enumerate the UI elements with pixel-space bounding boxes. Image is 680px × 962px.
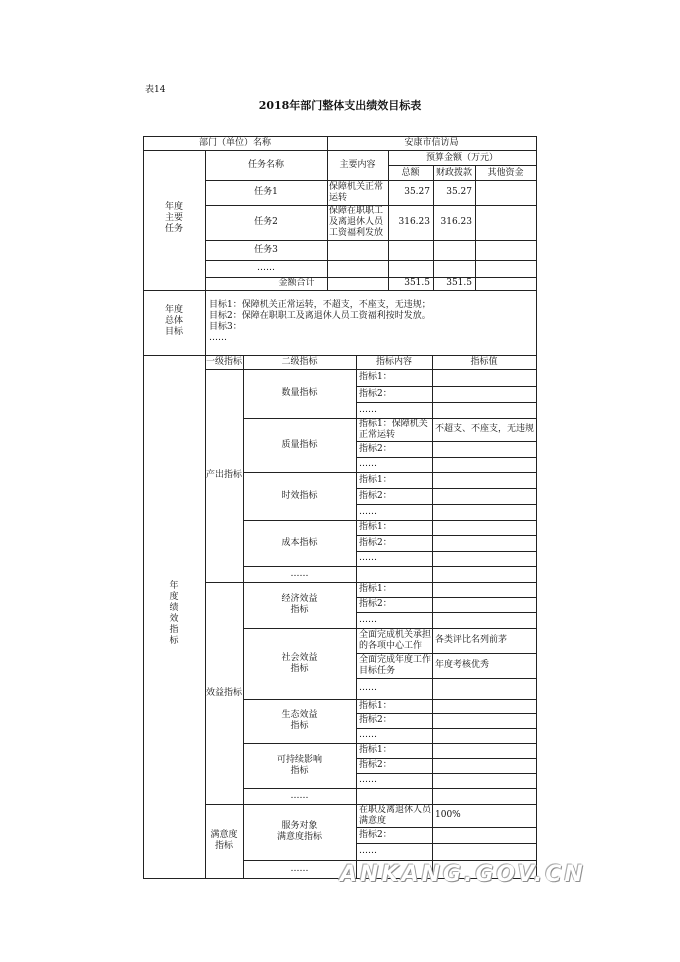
indicator-content: …… [359, 846, 377, 856]
indicator-content: 指标1： [359, 522, 392, 532]
task-fiscal: 35.27 [446, 187, 472, 197]
level2-header: 二级指标 [281, 357, 318, 367]
indicator-content: 指标1： [359, 700, 392, 711]
grid-line [205, 804, 537, 805]
task-name: …… [257, 263, 275, 273]
indicator-value: 100% [435, 810, 461, 820]
goal-line: 目标2：保障在职职工及离退休人员工资福利按时发放。 [209, 311, 431, 321]
level2-label: …… [290, 863, 309, 874]
grid-line [143, 355, 537, 356]
task-total: 316.23 [398, 217, 430, 227]
goal-line: 目标3： [209, 322, 242, 332]
grid-line [243, 743, 537, 744]
grid-line [243, 472, 537, 473]
indicator-content: 全面完成年度工作目标任务 [359, 654, 432, 676]
task-content: 保障机关正常运转 [329, 181, 384, 203]
grid-line [388, 180, 537, 181]
content-header: 指标内容 [375, 357, 412, 367]
indicator-content: 指标1： [359, 584, 392, 594]
task-content-header: 主要内容 [339, 160, 376, 170]
indicator-content: …… [359, 506, 377, 517]
grid-line [356, 402, 537, 403]
task-name-header: 任务名称 [247, 160, 284, 170]
indicator-content: 指标1： [359, 474, 392, 485]
grid-line [356, 386, 537, 387]
value-header: 指标值 [470, 357, 498, 367]
task-name: 任务3 [254, 244, 278, 255]
grid-line [243, 788, 537, 789]
grid-line [356, 827, 537, 828]
indicator-content: …… [359, 730, 377, 740]
indicator-content: 指标2： [359, 829, 392, 840]
level2-label: 经济效益 指标 [281, 594, 318, 615]
sum-label: 金额合计 [278, 278, 315, 288]
indicator-content: …… [359, 553, 377, 563]
level1-label: 满意度 指标 [210, 830, 238, 851]
fiscal-header: 财政拨款 [435, 167, 472, 178]
level1-label: 效益指标 [205, 687, 242, 698]
grid-line [205, 260, 537, 261]
indicator-content: …… [359, 459, 377, 469]
grid-line [475, 165, 476, 291]
level2-label: …… [290, 568, 309, 579]
level2-label: 生态效益 指标 [281, 710, 318, 731]
grid-line [205, 290, 206, 356]
other-header: 其他资金 [487, 167, 524, 178]
indicator-content: 全面完成机关承担的各项中心工作 [359, 629, 432, 651]
table-right-border [536, 136, 537, 879]
task-content: 保障在职职工及离退休人员工资福利发放 [329, 206, 384, 238]
indicator-content: 指标2： [359, 537, 392, 548]
grid-line [356, 535, 537, 536]
grid-line [327, 150, 328, 291]
grid-line [205, 240, 537, 241]
level2-label: 服务对象 满意度指标 [276, 821, 322, 842]
grid-line [432, 355, 433, 879]
grid-line [205, 582, 537, 583]
indicator-content: 指标1： [359, 745, 392, 755]
indicator-content: …… [359, 775, 377, 785]
grid-line [388, 165, 537, 166]
indicator-content: 指标2： [359, 443, 392, 454]
grid-line [143, 150, 537, 151]
grid-line [205, 355, 206, 879]
sum-total: 351.5 [404, 278, 430, 288]
indicator-content: 指标2： [359, 760, 392, 770]
grid-line [356, 758, 537, 759]
grid-line [205, 369, 537, 370]
page-title: 2018年部门整体支出绩效目标表 [258, 99, 422, 112]
grid-line [243, 860, 537, 861]
indicator-content: 指标2： [359, 715, 392, 725]
grid-line [243, 520, 537, 521]
dept-value: 安康市信访局 [404, 138, 459, 148]
indicator-content: …… [359, 683, 377, 693]
indicator-content: 指标1：保障机关正常运转 [359, 418, 428, 440]
grid-line [356, 597, 537, 598]
grid-line [433, 165, 434, 291]
grid-line [356, 504, 537, 505]
budget-header: 预算金额（万元） [425, 152, 498, 163]
table-number: 表14 [145, 85, 166, 95]
indicator-content: 指标2： [359, 599, 392, 609]
level1-header: 一级指标 [205, 357, 242, 367]
total-header: 总额 [401, 167, 420, 178]
task-total: 35.27 [404, 187, 430, 197]
table-left-border [143, 136, 144, 879]
dept-label: 部门（单位）名称 [198, 138, 271, 148]
task-name: 任务1 [254, 187, 278, 197]
level2-label: 质量指标 [281, 439, 318, 450]
level2-label: 时效指标 [281, 490, 318, 501]
grid-line [356, 773, 537, 774]
grid-line [356, 713, 537, 714]
level1-label: 产出指标 [205, 470, 242, 480]
task-fiscal: 316.23 [440, 217, 472, 227]
watermark-logo: ANKANG.GOV.CN [340, 862, 586, 887]
table-top-border [143, 136, 537, 137]
grid-line [356, 678, 537, 679]
goal-line: 目标1：保障机关正常运转，不超支，不座支，无违规； [209, 300, 431, 310]
grid-line [143, 290, 537, 291]
level2-label: 社会效益 指标 [281, 652, 318, 674]
indicator-content: …… [359, 404, 377, 415]
grid-line [356, 612, 537, 613]
indicators-section-label: 年 度 绩 效 指 标 [169, 580, 179, 646]
tasks-section-label: 年度 主要 任务 [164, 202, 183, 234]
indicator-content: 指标2： [359, 388, 392, 399]
grid-line [356, 457, 537, 458]
level2-label: 可持续影响 指标 [276, 754, 322, 776]
indicator-value: 各类评比名列前茅 [435, 635, 508, 645]
indicator-content: 指标2： [359, 490, 392, 501]
indicator-content: 指标1： [359, 372, 392, 382]
level2-label: …… [290, 790, 309, 801]
level2-label: 数量指标 [281, 388, 318, 398]
grid-line [356, 441, 537, 442]
indicator-value: 年度考核优秀 [435, 660, 490, 670]
indicator-value: 不超支、不座支，无违规 [435, 424, 535, 434]
grid-line [356, 551, 537, 552]
grid-line [356, 355, 357, 879]
task-name: 任务2 [254, 217, 278, 227]
grid-line [243, 566, 537, 567]
grid-line [356, 728, 537, 729]
indicator-content: 在职及离退休人员满意度 [359, 804, 432, 826]
level2-label: 成本指标 [281, 537, 318, 548]
grid-line [356, 488, 537, 489]
goals-section-label: 年度 总体 目标 [164, 304, 183, 337]
indicator-content: …… [359, 614, 377, 625]
grid-line [356, 843, 537, 844]
sum-fiscal: 351.5 [446, 278, 472, 288]
goal-line: …… [209, 333, 227, 343]
